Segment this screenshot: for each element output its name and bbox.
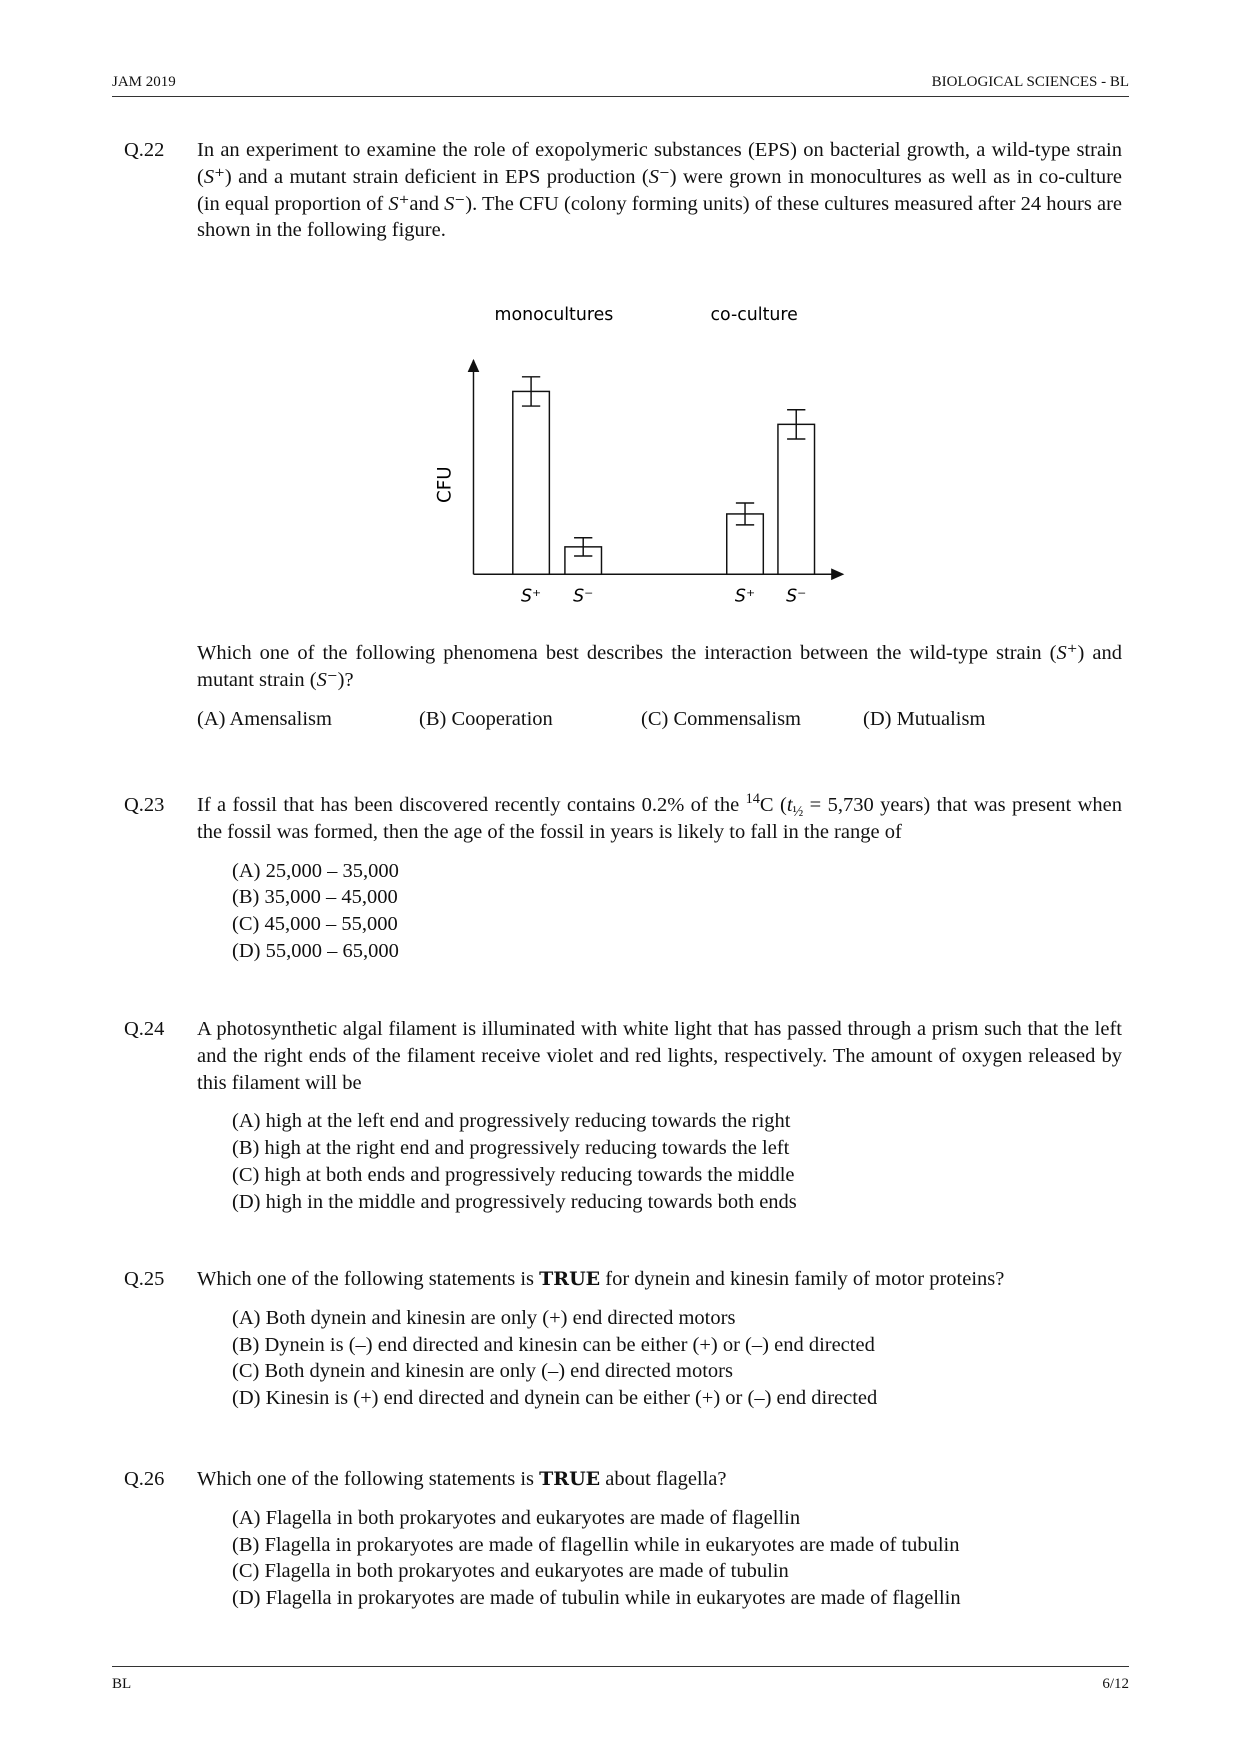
option-b[interactable]: (B) high at the right end and progressively reducing towards the left [232, 1137, 790, 1160]
question-23 [124, 792, 1124, 965]
s-plus-symbol: S⁺ [203, 165, 225, 188]
option-b[interactable]: (B) 35,000 – 45,000 [232, 886, 398, 909]
option-a[interactable]: (A) high at the left end and progressively reducing towards the right [232, 1110, 791, 1133]
options [232, 1305, 1124, 1412]
option-d[interactable]: (D) Kinesin is (+) end directed and dynein can be either (+) or (–) end directed [232, 1387, 878, 1410]
option-a[interactable]: (A) Both dynein and kinesin are only (+) end directed motors [232, 1306, 736, 1329]
option-a[interactable]: (A) Flagella in both prokaryotes and eukaryotes are made of flagellin [232, 1506, 801, 1529]
s-minus-symbol: S⁻ [648, 165, 670, 188]
question-number: Q.25 [124, 1268, 165, 1290]
question-prompt: Which one of the following phenomena best describes the interaction between the wild-type strain (S⁺) and mutant strain (S⁻)? [197, 642, 1122, 691]
option-b[interactable]: (B) Cooperation [419, 707, 553, 730]
isotope-mass-number: 14 [745, 791, 760, 808]
option-c[interactable]: (C) Commensalism [641, 707, 802, 730]
option-c[interactable]: (C) Flagella in both prokaryotes and eukaryotes are made of tubulin [232, 1560, 789, 1583]
question-24 [124, 1016, 1124, 1216]
question-text: A photosynthetic algal filament is illuminated with white light that has passed through a prism such that the left and the right ends of the filament receive violet and red lights, respectively. The amount of oxygen released by this filament will be [197, 1018, 1122, 1094]
options [232, 1505, 1124, 1612]
question-26 [124, 1466, 1124, 1612]
option-d[interactable]: (D) 55,000 – 65,000 [232, 939, 399, 962]
header-subject: BIOLOGICAL SCIENCES - BL [931, 74, 1129, 90]
category-label-1: S⁺ [520, 586, 542, 607]
option-d[interactable]: (D) high in the middle and progressively reducing towards both ends [232, 1190, 797, 1213]
options [232, 1108, 1124, 1215]
bar-1 [513, 391, 550, 574]
option-c[interactable]: (C) high at both ends and progressively reducing towards the middle [232, 1163, 795, 1186]
bar-4 [778, 424, 815, 574]
options [197, 706, 1124, 733]
question-number: Q.26 [124, 1468, 165, 1490]
option-c[interactable]: (C) 45,000 – 55,000 [232, 913, 398, 936]
option-a[interactable]: (A) Amensalism [197, 707, 332, 730]
option-b[interactable]: (B) Dynein is (–) end directed and kinesin can be either (+) or (–) end directed [232, 1333, 875, 1356]
question-number: Q.22 [124, 139, 165, 161]
page-number: 6/12 [1102, 1676, 1129, 1692]
footer-paper-code: BL [112, 1676, 132, 1692]
group-label-coculture: co-culture [710, 305, 798, 326]
question-22-prompt [124, 640, 1124, 732]
category-label-2: S⁻ [573, 586, 594, 607]
options [232, 858, 1124, 965]
question-text: If a fossil that has been discovered recently contains 0.2% of the $^{14}$C ($t_{\frac{1}{2}} = 5,730$ years) that was present when the fossil was formed, then the age of the fossil in years is likely to fall in the range of [197, 791, 1122, 843]
category-label-3: S⁺ [734, 586, 756, 607]
option-c[interactable]: (C) Both dynein and kinesin are only (–) end directed motors [232, 1360, 733, 1383]
question-25 [124, 1266, 1124, 1412]
category-label-4: S⁻ [786, 586, 807, 607]
footer-rule [112, 1666, 1129, 1667]
group-label-monocultures: monocultures [494, 305, 614, 326]
emphasis-true: TRUE [539, 1268, 601, 1290]
question-text: In an experiment to examine the role of exopolymeric substances (EPS) on bacterial growth, a wild-type strain (S⁺) and a mutant strain deficient in EPS production (S⁻) were grown in monocultures as well as in co-culture (in equal proportion of S⁺and S⁻). The CFU (colony forming units) of these cultures measured after 24 hours are shown in the following figure. [197, 139, 1122, 242]
header-exam-name: JAM 2019 [112, 74, 176, 90]
emphasis-true: TRUE [539, 1468, 601, 1490]
option-b[interactable]: (B) Flagella in prokaryotes are made of flagellin while in eukaryotes are made of tubulin [232, 1533, 960, 1556]
question-22 [124, 137, 1124, 244]
question-number: Q.23 [124, 794, 165, 816]
option-d[interactable]: (D) Mutualism [863, 707, 986, 730]
y-axis-label: CFU [434, 466, 456, 504]
option-a[interactable]: (A) 25,000 – 35,000 [232, 859, 399, 882]
option-d[interactable]: (D) Flagella in prokaryotes are made of tubulin while in eukaryotes are made of flagellin [232, 1587, 961, 1610]
question-number: Q.24 [124, 1018, 165, 1040]
question-text: Which one of the following statements is TRUE about flagella? [197, 1468, 727, 1490]
cfu-bar-chart [400, 300, 920, 620]
question-text: Which one of the following statements is TRUE for dynein and kinesin family of motor proteins? [197, 1268, 1005, 1290]
header-rule [112, 96, 1129, 97]
